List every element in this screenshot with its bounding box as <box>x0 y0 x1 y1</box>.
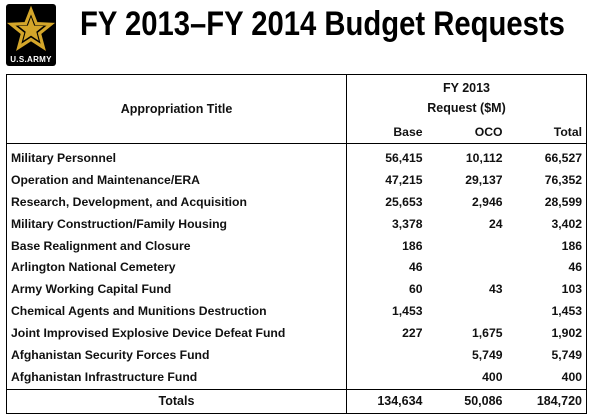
row-base: 227 <box>347 323 427 345</box>
row-total: 46 <box>507 257 587 279</box>
totals-total: 184,720 <box>507 389 587 413</box>
page-title: FY 2013–FY 2014 Budget Requests <box>80 5 565 43</box>
column-header-total: Total <box>507 121 587 144</box>
row-base <box>347 345 427 367</box>
row-total: 3,402 <box>507 213 587 235</box>
row-base: 1,453 <box>347 301 427 323</box>
row-base: 47,215 <box>347 169 427 191</box>
row-title: Base Realignment and Closure <box>7 235 347 257</box>
row-oco <box>427 257 507 279</box>
totals-label: Totals <box>7 389 347 413</box>
row-total: 5,749 <box>507 345 587 367</box>
logo-text: U.S.ARMY <box>10 55 52 64</box>
row-title: Afghanistan Security Forces Fund <box>7 345 347 367</box>
row-base: 46 <box>347 257 427 279</box>
row-oco: 400 <box>427 367 507 390</box>
row-title: Research, Development, and Acquisition <box>7 191 347 213</box>
row-oco <box>427 301 507 323</box>
row-total: 76,352 <box>507 169 587 191</box>
table-row <box>7 144 587 170</box>
row-total: 66,527 <box>507 144 587 170</box>
column-header-base: Base <box>347 121 427 144</box>
row-title: Chemical Agents and Munitions Destruction <box>7 301 347 323</box>
totals-row <box>7 389 587 413</box>
row-base: 186 <box>347 235 427 257</box>
row-oco: 10,112 <box>465 150 503 165</box>
row-total: 28,599 <box>507 191 587 213</box>
table-row <box>7 301 587 323</box>
table-row <box>7 323 587 345</box>
row-base: 60 <box>347 279 427 301</box>
row-oco: 29,137 <box>465 172 503 187</box>
row-title: Military Personnel <box>7 144 347 170</box>
table-row <box>7 169 587 191</box>
row-oco: 24 <box>488 216 503 231</box>
star-icon <box>6 4 56 54</box>
table-row <box>7 367 587 390</box>
row-title: Army Working Capital Fund <box>7 279 347 301</box>
row-base: 25,653 <box>347 191 427 213</box>
row-title: Military Construction/Family Housing <box>7 213 347 235</box>
army-logo <box>6 4 56 66</box>
row-base: 3,378 <box>347 213 427 235</box>
row-title: Afghanistan Infrastructure Fund <box>7 367 347 390</box>
totals-base: 134,634 <box>347 389 427 413</box>
group-header-unit: Request ($M) <box>427 101 506 115</box>
fy2013-request-header <box>347 75 587 122</box>
table-row <box>7 213 587 235</box>
row-oco: 1,675 <box>472 326 503 341</box>
totals-oco: 50,086 <box>427 389 507 413</box>
row-base <box>347 367 427 390</box>
table-row <box>7 235 587 257</box>
row-oco: 5,749 <box>472 348 503 363</box>
table-row <box>7 345 587 367</box>
row-total: 1,453 <box>507 301 587 323</box>
appropriation-title-header: Appropriation Title <box>7 75 347 144</box>
row-total: 1,902 <box>507 323 587 345</box>
row-title: Joint Improvised Explosive Device Defeat Fund <box>7 323 347 345</box>
table-row <box>7 279 587 301</box>
budget-table <box>6 74 587 414</box>
group-header-year: FY 2013 <box>442 81 491 95</box>
row-title: Operation and Maintenance/ERA <box>7 169 347 191</box>
row-oco: 2,946 <box>472 194 503 209</box>
table-row <box>7 257 587 279</box>
row-total: 186 <box>507 235 587 257</box>
row-title: Arlington National Cemetery <box>7 257 347 279</box>
row-total: 103 <box>507 279 587 301</box>
column-header-oco: OCO <box>427 121 507 144</box>
row-oco <box>427 235 507 257</box>
table-row <box>7 191 587 213</box>
row-oco: 43 <box>488 282 503 297</box>
row-total: 400 <box>507 367 587 390</box>
row-base: 56,415 <box>347 144 427 170</box>
